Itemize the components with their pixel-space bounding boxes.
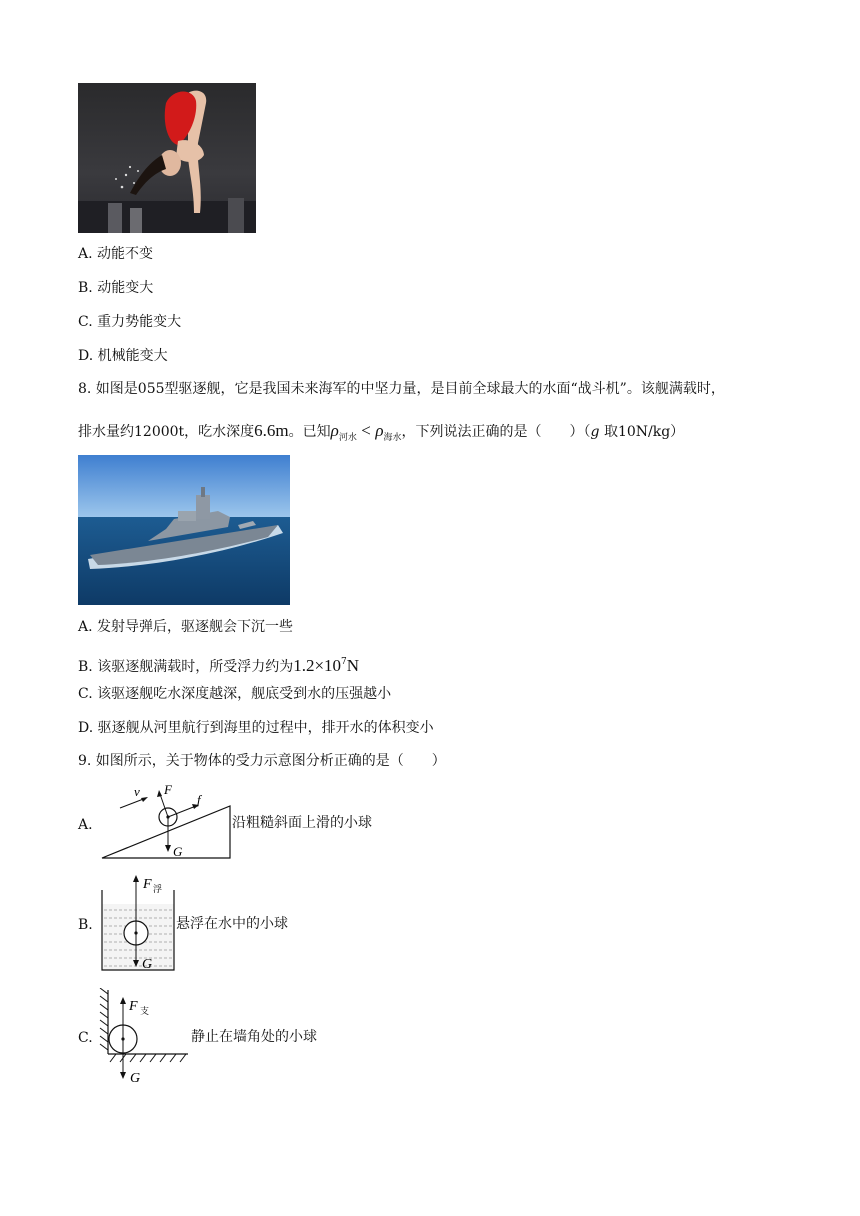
q9-option-a-label: A. <box>78 817 93 833</box>
gravity-label: G <box>130 1071 141 1086</box>
q8-option-a: A. 发射导弹后，驱逐舰会下沉一些 <box>78 619 294 635</box>
support-force-label: F <box>129 999 138 1014</box>
q9-option-c-caption: 静止在墙角处的小球 <box>191 1029 317 1045</box>
incline-slope <box>102 806 230 858</box>
diver-illustration <box>78 83 256 233</box>
destroyer-illustration <box>78 455 290 605</box>
q8-option-d: D. 驱逐舰从河里航行到海里的过程中，排开水的体积变小 <box>78 720 434 736</box>
q7-option-d: D. 机械能变大 <box>78 348 168 364</box>
gravity-label: G <box>173 844 183 859</box>
q7-option-b: B. 动能变大 <box>78 280 154 296</box>
q9-stem: 9. 如图所示，关于物体的受力示意图分析正确的是（ ） <box>78 753 446 769</box>
water-container-diagram <box>98 872 178 974</box>
buoyancy-subscript: 浮 <box>153 884 163 894</box>
incline-diagram <box>98 780 238 862</box>
q7-option-a: A. 动能不变 <box>78 246 154 262</box>
velocity-label: v <box>134 784 140 799</box>
wall-corner-diagram <box>96 988 192 1086</box>
q9-option-c-label: C. <box>78 1030 93 1046</box>
q9-option-b-caption: 悬浮在水中的小球 <box>176 916 288 932</box>
destroyer-photo <box>78 455 290 605</box>
gravity-label: G <box>142 957 153 972</box>
q9-option-b-label: B. <box>78 917 93 933</box>
force-f-label: F <box>164 782 172 797</box>
q8-option-b: B. 该驱逐舰满载时，所受浮力约为$1.2\times 10^7N$ <box>78 656 360 675</box>
q7-option-c: C. 重力势能变大 <box>78 314 182 330</box>
force-f-arrow <box>160 794 168 817</box>
buoyancy-label: F <box>143 877 152 892</box>
q8-stem-line2: 排水量约12000t，吃水深度6.6m。已知$\rho_{河水} < \rho_{海水}$，下列说法正确的是（ ）（g 取10N/kg） <box>78 421 685 443</box>
friction-label: f <box>197 792 201 807</box>
q8-option-c: C. 该驱逐舰吃水深度越深，舰底受到水的压强越小 <box>78 686 392 702</box>
q8-stem-line1: 8. 如图是055型驱逐舰，它是我国未来海军的中坚力量，是目前全球最大的水面“战斗机”。该舰满载时， <box>78 381 725 397</box>
q9-option-a-caption: 沿粗糙斜面上滑的小球 <box>232 815 372 831</box>
friction-arrow <box>168 806 196 817</box>
support-force-subscript: 支 <box>140 1006 150 1016</box>
diver-photo <box>78 83 256 233</box>
